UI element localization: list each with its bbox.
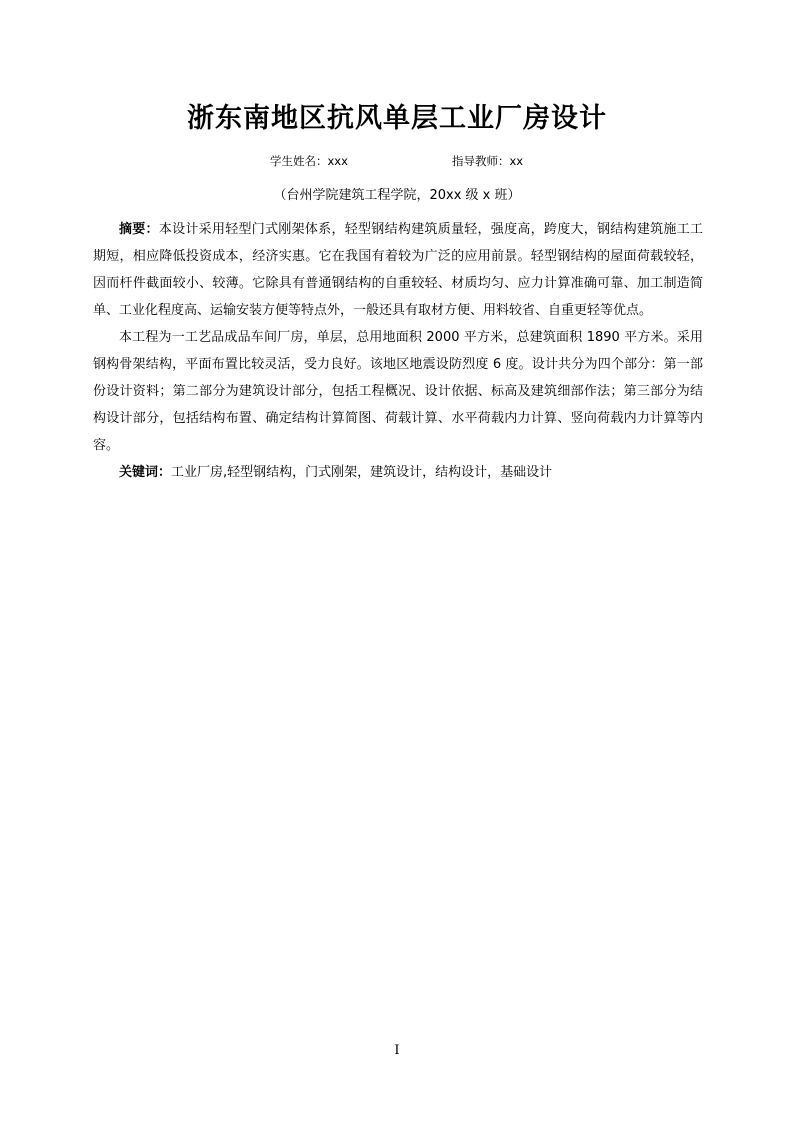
document-title: 浙东南地区抗风单层工业厂房设计	[187, 103, 607, 134]
keywords-text: 工业厂房,轻型钢结构，门式刚架，建筑设计，结构设计，基础设计	[171, 465, 553, 480]
document-body	[93, 216, 703, 486]
abstract-text: 本设计采用轻型门式刚架体系，轻型钢结构建筑质量轻，强度高，跨度大，钢结构建筑施工工期短，相应降低投资成本，经济实惠。它在我国有着较为广泛的应用前景。轻型钢结构的屋面荷载较轻，因而杆件截面较小、较薄。它除具有普通钢结构的自重较轻、材质均匀、应力计算准确可靠、加工制造简单、工业化程度高、运输安装方便等特点外，一般还具有取材方便、用料较省、自重更轻等优点。	[93, 222, 703, 318]
abstract-label: 摘要：	[119, 222, 159, 237]
keywords-paragraph	[93, 459, 703, 486]
body-paragraph: 本工程为一工艺品成品车间厂房，单层，总用地面积 2000 平方米，总建筑面积 1890 平方米。采用钢构骨架结构，平面布置比较灵活，受力良好。该地区地震设防烈度 6 度。设计共分为四个部分：第一部份设计资料；第二部分为建筑设计部分，包括工程概况、设计依据、标高及建筑细部作法；第三部分为结构设计部分，包括结构布置、确定结构计算简图、荷载计算、水平荷载内力计算、竖向荷载内力计算等内容。	[93, 330, 703, 453]
abstract-paragraph	[93, 216, 703, 324]
student-name: 学生姓名：xxx	[270, 154, 348, 168]
page-number: I	[394, 1043, 400, 1058]
keywords-label: 关键词：	[119, 465, 172, 480]
affiliation: （台州学院建筑工程学院，20xx 级 x 班）	[273, 188, 521, 203]
advisor-name: 指导教师：xx	[452, 154, 524, 168]
